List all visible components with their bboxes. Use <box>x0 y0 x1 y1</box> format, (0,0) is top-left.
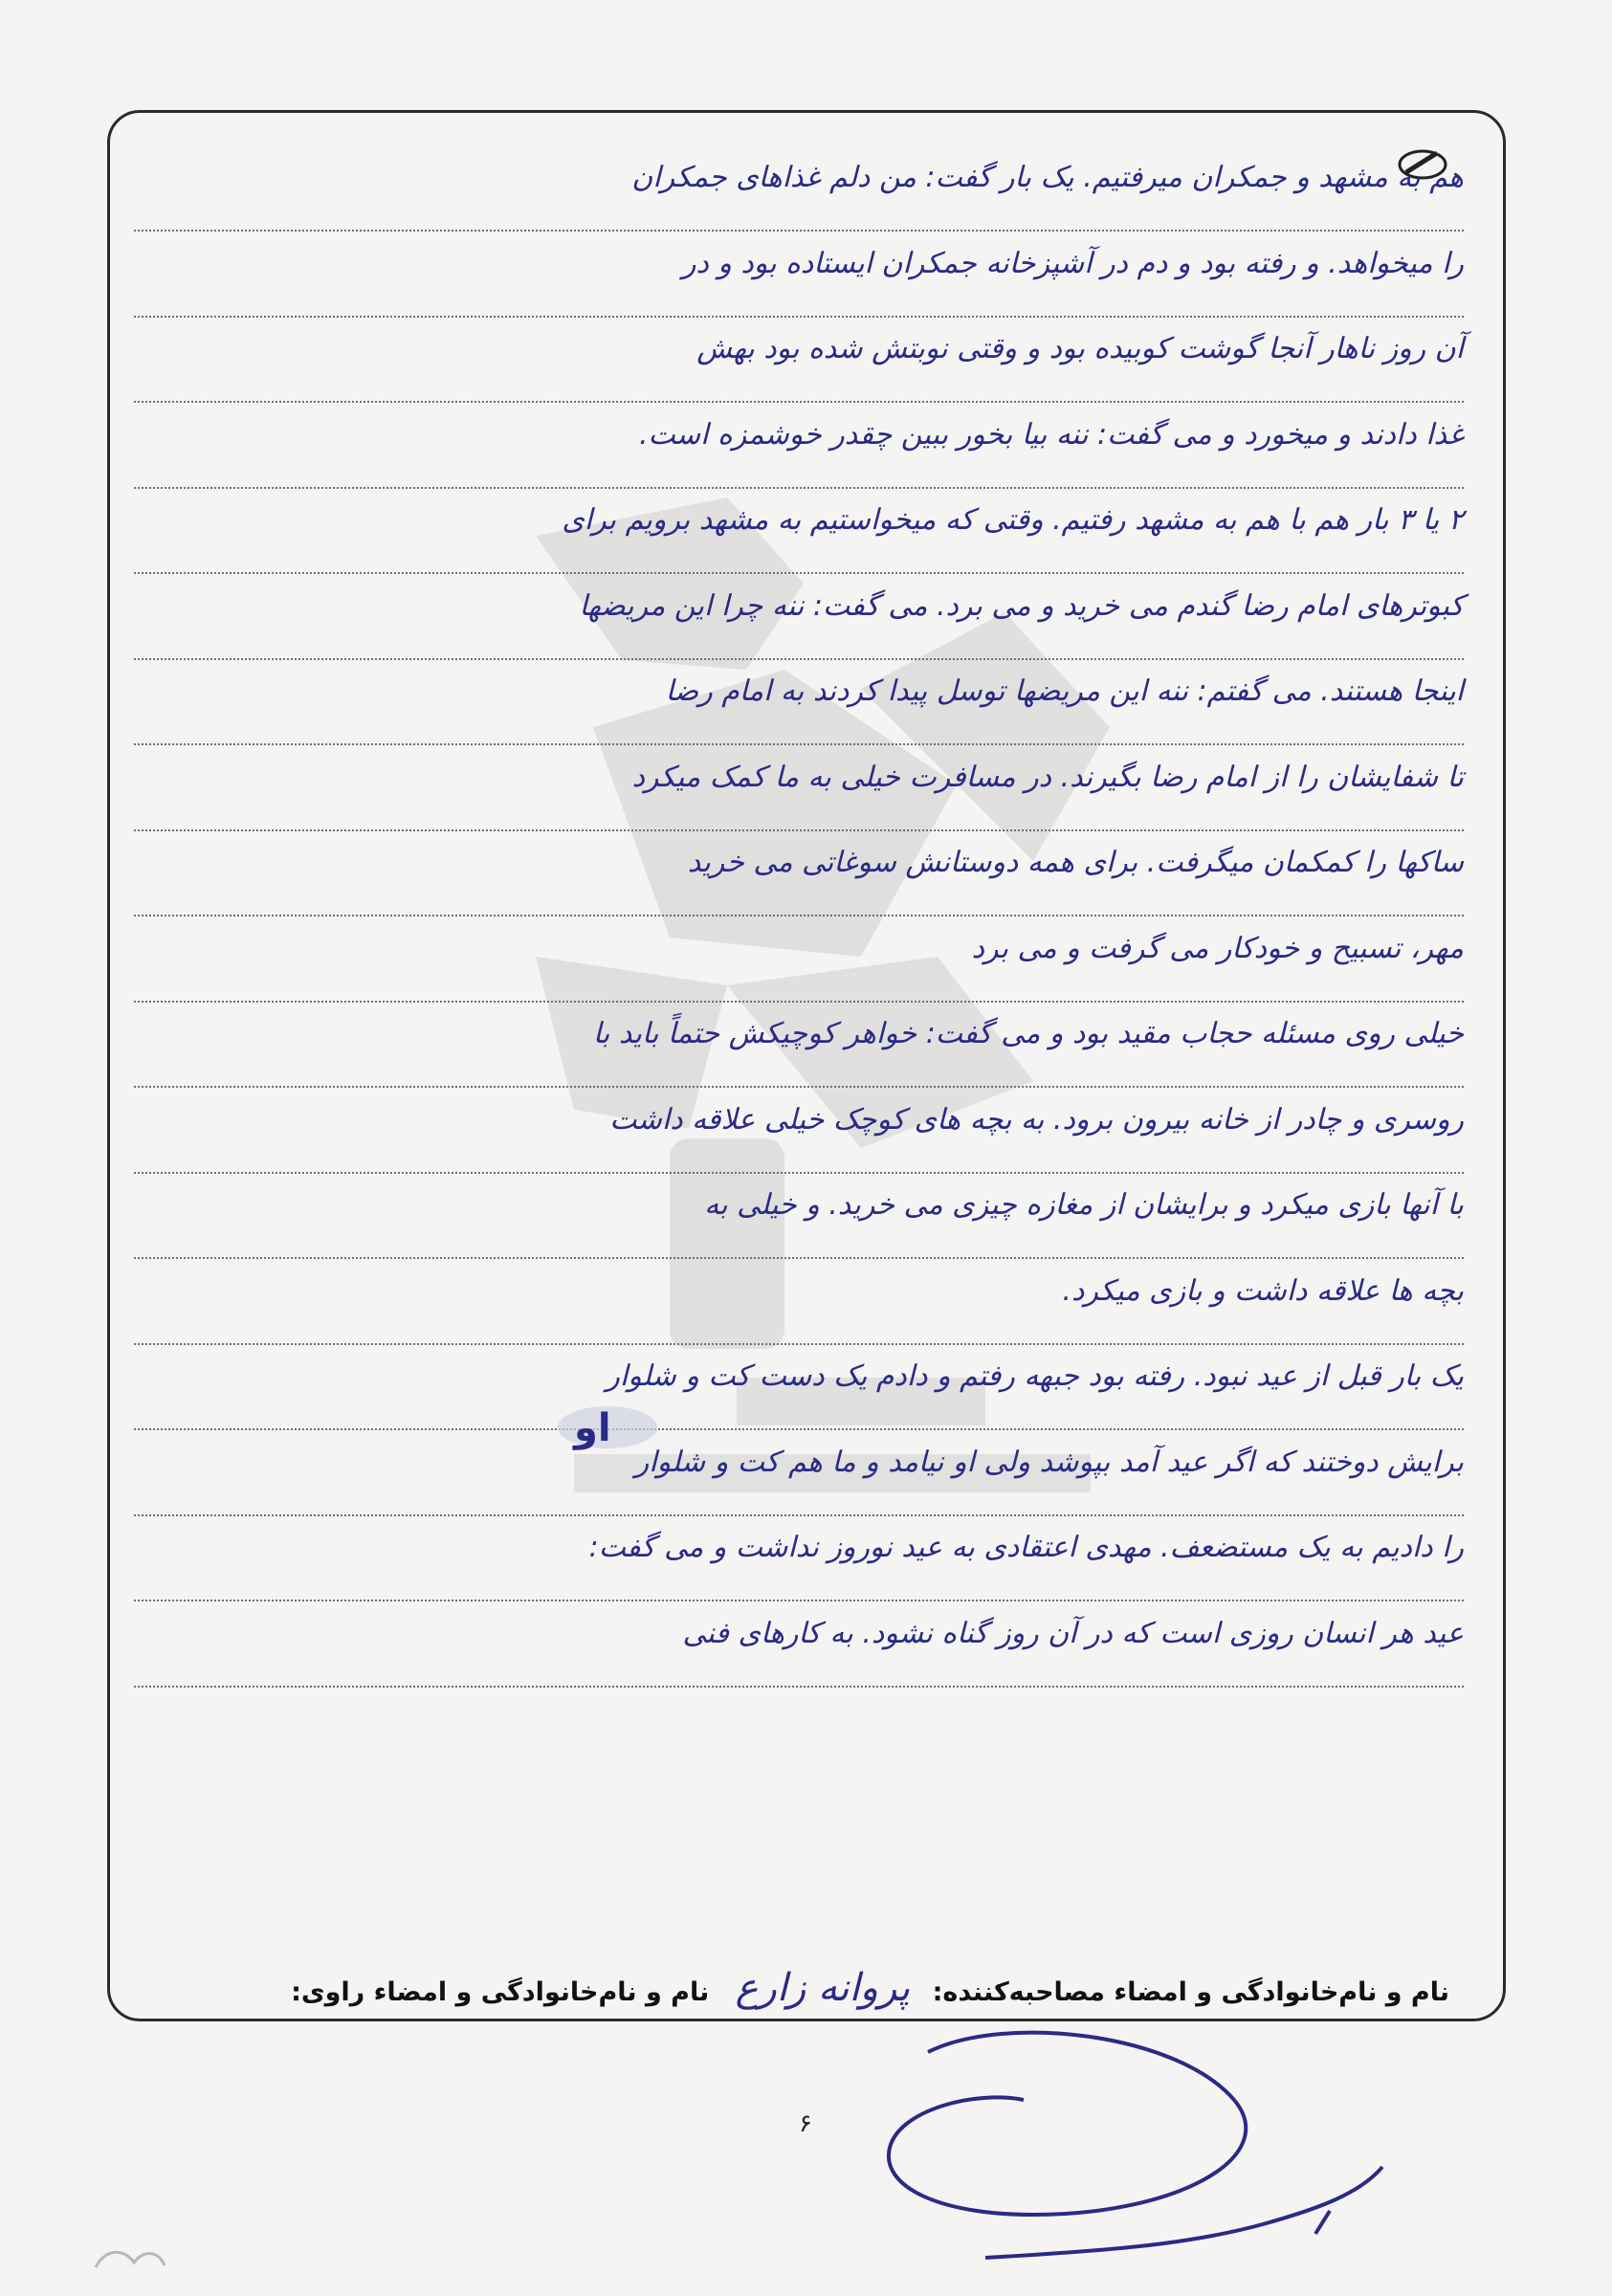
stamp-text: او <box>574 1406 611 1450</box>
narrator-label: نام و نام‌خانوادگی و امضاء راوی: <box>291 1977 710 2007</box>
handwritten-line: کبوترهای امام رضا گندم می خرید و می برد. می گفت: ننه چرا این مریضها <box>579 588 1464 623</box>
handwritten-line: تا شفایشان را از امام رضا بگیرند. در مسافرت خیلی به ما کمک میکرد <box>631 760 1464 794</box>
handwritten-line: بچه ها علاقه داشت و بازی میکرد. <box>1062 1273 1464 1308</box>
handwritten-line: روسری و چادر از خانه بیرون برود. به بچه های کوچک خیلی علاقه داشت <box>609 1102 1464 1137</box>
corner-mark <box>86 2239 172 2277</box>
handwritten-line: ۲ یا ۳ بار هم با هم به مشهد رفتیم. وقتی که میخواستیم به مشهد برویم برای <box>562 503 1464 537</box>
handwritten-line: آن روز ناهار آنجا گوشت کوبیده بود و وقتی نوبتش شده بود بهش <box>696 332 1464 365</box>
handwritten-line: هم به مشهد و جمکران میرفتیم. یک بار گفت: من دلم غذاهای جمکران <box>631 161 1464 194</box>
handwritten-line: یک بار قبل از عید نبود. رفته بود جبهه رفتم و دادم یک دست کت و شلوار <box>606 1359 1464 1393</box>
handwritten-line: عید هر انسان روزی است که در آن روز گناه نشود. به کارهای فنی <box>682 1616 1464 1650</box>
handwritten-line: با آنها بازی میکرد و برایشان از مغازه چیزی می خرید. و خیلی به <box>704 1188 1464 1222</box>
handwritten-line: را میخواهد. و رفته بود و دم در آشپزخانه جمکران ایستاده بود و در <box>682 246 1464 280</box>
handwritten-line: اینجا هستند. می گفتم: ننه این مریضها توسل پیدا کردند به امام رضا <box>665 674 1464 708</box>
interviewer-name: پروانه زارع <box>735 1966 911 2010</box>
handwritten-line: مهر، تسبیح و خودکار می گرفت و می برد <box>971 931 1464 965</box>
interviewer-label: نام و نام‌خانوادگی و امضاء مصاحبه‌کننده: <box>932 1977 1449 2007</box>
handwritten-line: برایش دوختند که اگر عید آمد بپوشد ولی او نیامد و ما هم کت و شلوار <box>634 1445 1464 1479</box>
handwritten-line: غذا دادند و میخورد و می گفت: ننه بیا بخور ببین چقدر خوشمزه است. <box>638 417 1464 452</box>
handwritten-line: را دادیم به یک مستضعف. مهدی اعتقادی به عید نوروز نداشت و می گفت: <box>588 1531 1464 1564</box>
page-number: ۶ <box>799 2109 812 2138</box>
handwritten-line: ساکها را کمکمان میگرفت. برای همه دوستانش سوغاتی می خرید <box>687 846 1464 879</box>
signature <box>861 1995 1397 2282</box>
handwritten-line: خیلی روی مسئله حجاب مقید بود و می گفت: خواهر کوچیکش حتماً باید با <box>592 1017 1464 1050</box>
